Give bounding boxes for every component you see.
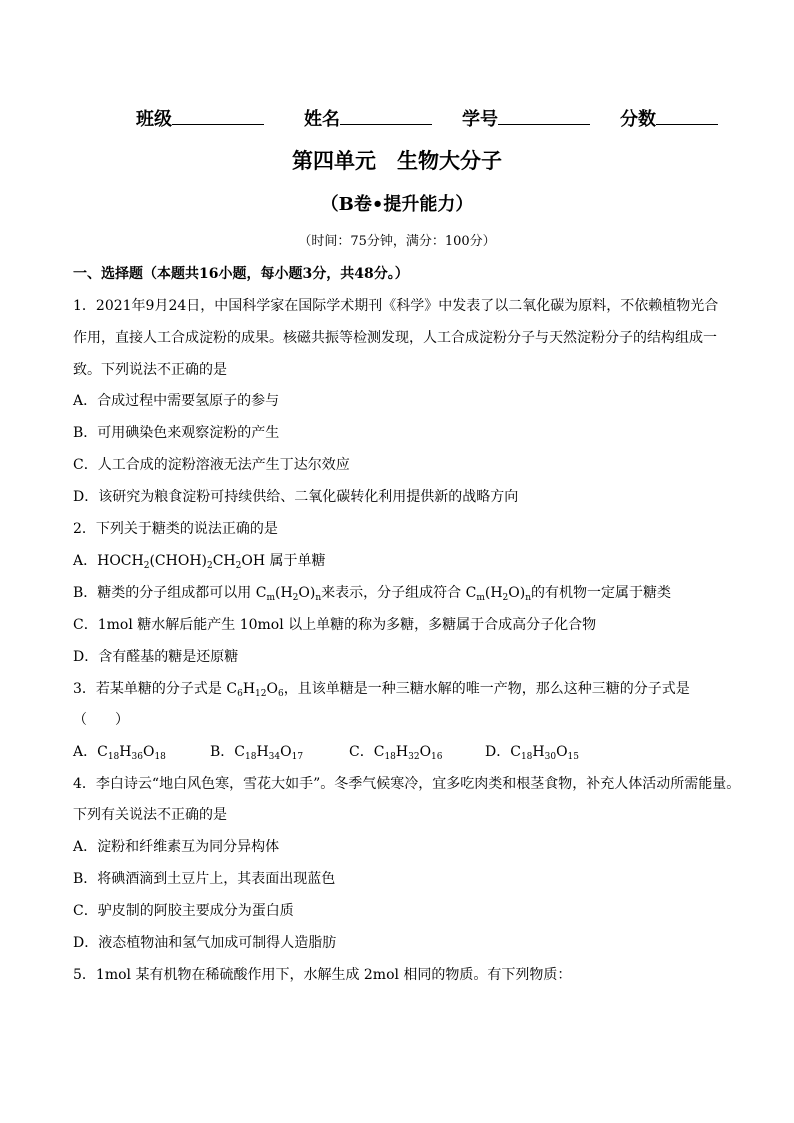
- q2b-sub-6: n: [525, 593, 532, 603]
- q2b-text-5: (H: [484, 585, 503, 601]
- q4-option-d: D．液态植物油和氢气加成可制得人造脂肪: [73, 935, 337, 951]
- q2a-text-3: CH: [212, 553, 236, 569]
- q2b-sub-5: 2: [502, 593, 509, 603]
- name-label: 姓名: [304, 109, 340, 130]
- section-heading: 一、选择题（本题共16小题，每小题3分，共48分。）: [73, 266, 409, 282]
- q3c-sub-3: 16: [431, 752, 443, 762]
- q3b-text-2: H: [256, 744, 269, 760]
- q2b-text-1: B．糖类的分子组成都可以用 C: [73, 585, 267, 601]
- class-field: [136, 104, 264, 131]
- q1-option-b: B．可用碘染色来观察淀粉的产生: [73, 425, 280, 441]
- q3c-sub-1: 18: [384, 752, 396, 762]
- score-blank[interactable]: [656, 104, 718, 125]
- q3-option-d: [485, 741, 579, 761]
- q3d-sub-2: 30: [544, 752, 557, 762]
- q3-sub-2: 12: [255, 689, 267, 699]
- q2-stem: 2．下列关于糖类的说法正确的是: [73, 521, 278, 537]
- q4-line-1: 4．李白诗云“地白风色寒，雪花大如手”。冬季气候寒冷，宜多吃肉类和根茎食物，补充人体活动所需能量。: [73, 776, 741, 792]
- q1-option-d: D．该研究为粮食淀粉可持续供给、二氧化碳转化利用提供新的战略方向: [73, 489, 519, 505]
- q2b-text-6: O): [508, 585, 526, 601]
- id-blank[interactable]: [498, 104, 590, 125]
- q2a-text-1: A．HOCH: [73, 553, 144, 569]
- q3-text-1: 3．若某单糖的分子式是 C: [73, 681, 238, 697]
- q3c-text-3: O: [419, 744, 432, 760]
- page-subtitle: （B卷•提升能力）: [320, 194, 474, 215]
- q2b-sub-1: m: [266, 593, 275, 603]
- q3a-sub-2: 36: [131, 752, 143, 762]
- q2b-text-2: (H: [275, 585, 293, 601]
- q2-option-a: [73, 550, 326, 570]
- q2b-sub-4: m: [476, 593, 485, 603]
- q1-option-a: A．合成过程中需要氢原子的参与: [73, 393, 280, 409]
- q2a-sub-2: 2: [206, 561, 213, 571]
- name-blank[interactable]: [340, 104, 432, 125]
- q3-option-a: [73, 741, 166, 761]
- q2-option-c: C．1mol 糖水解后能产生 10mol 以上单糖的称为多糖，多糖属于合成高分子化合物: [73, 617, 597, 633]
- q2b-text-3: O): [298, 585, 316, 601]
- q3a-text-3: O: [142, 744, 155, 760]
- q1-line-2: 作用，直接人工合成淀粉的成果。核磁共振等检测发现，人工合成淀粉分子与天然淀粉分子的结构组成一: [73, 330, 717, 346]
- q3c-sub-2: 32: [408, 752, 420, 762]
- q3b-sub-3: 17: [291, 752, 304, 762]
- q3d-text-1: D．C: [485, 744, 521, 760]
- q2-option-d: D．含有醛基的糖是还原糖: [73, 649, 239, 665]
- q2b-sub-2: 2: [292, 593, 299, 603]
- q1-line-3: 致。下列说法不正确的是: [73, 362, 227, 378]
- q3-answer-blank[interactable]: （ ）: [73, 712, 129, 728]
- q2b-text-7: 的有机物一定属于糖类: [531, 585, 672, 601]
- q3-text-2: H: [242, 681, 256, 697]
- q3-option-b: [210, 741, 303, 761]
- class-blank[interactable]: [172, 104, 264, 125]
- q3b-text-1: B．C: [210, 744, 245, 760]
- q3c-text-1: C．C: [349, 744, 385, 760]
- class-label: 班级: [136, 109, 172, 130]
- q2b-text-4: 来表示，分子组成符合 C: [321, 585, 477, 601]
- q4-line-2: 下列有关说法不正确的是: [73, 807, 227, 823]
- q3-option-c: [349, 741, 443, 761]
- q2a-text-2: (CHOH): [149, 553, 207, 569]
- name-field: [304, 104, 432, 131]
- q3a-sub-1: 18: [107, 752, 120, 762]
- q4-option-c: C．驴皮制的阿胶主要成分为蛋白质: [73, 903, 294, 919]
- q3-stem: [73, 678, 690, 698]
- q3d-text-3: O: [556, 744, 568, 760]
- q2a-sub-3: 2: [235, 561, 242, 571]
- q1-line-1: 1．2021年9月24日，中国科学家在国际学术期刊《科学》中发表了以二氧化碳为原料，不依赖植物光合: [73, 298, 719, 314]
- q3d-text-2: H: [532, 744, 545, 760]
- q1-option-c: C．人工合成的淀粉溶液无法产生丁达尔效应: [73, 457, 350, 473]
- q3-sub-1: 6: [237, 689, 243, 699]
- score-label: 分数: [620, 109, 656, 130]
- q2b-sub-3: n: [315, 593, 322, 603]
- q5-stem: 5．1mol 某有机物在稀硫酸作用下，水解生成 2mol 相同的物质。有下列物质：: [73, 967, 572, 983]
- id-label: 学号: [462, 109, 498, 130]
- q3a-text-1: A．C: [73, 744, 108, 760]
- q3-sub-3: 6: [277, 689, 284, 699]
- q3a-sub-3: 18: [154, 752, 166, 762]
- q2a-sub-1: 2: [143, 561, 150, 571]
- q3d-sub-3: 15: [567, 752, 579, 762]
- q3b-text-3: O: [280, 744, 292, 760]
- q3-text-3: O: [266, 681, 278, 697]
- q3d-sub-1: 18: [520, 752, 533, 762]
- q3b-sub-1: 18: [245, 752, 257, 762]
- q3c-text-2: H: [395, 744, 409, 760]
- q4-option-b: B．将碘酒滴到土豆片上，其表面出现蓝色: [73, 871, 336, 887]
- q3b-sub-2: 34: [268, 752, 281, 762]
- id-field: [462, 104, 590, 131]
- q4-option-a: A．淀粉和纤维素互为同分异构体: [73, 839, 280, 855]
- q2a-text-4: OH 属于单糖: [241, 553, 326, 569]
- score-field: [620, 104, 718, 131]
- q3a-text-2: H: [119, 744, 132, 760]
- q2-option-b: [73, 582, 671, 602]
- q3-text-4: ，且该单糖是一种三糖水解的唯一产物，那么这种三糖的分子式是: [283, 681, 690, 697]
- page-title: 第四单元 生物大分子: [292, 148, 502, 173]
- time-info: （时间：75分钟，满分：100分）: [298, 234, 496, 249]
